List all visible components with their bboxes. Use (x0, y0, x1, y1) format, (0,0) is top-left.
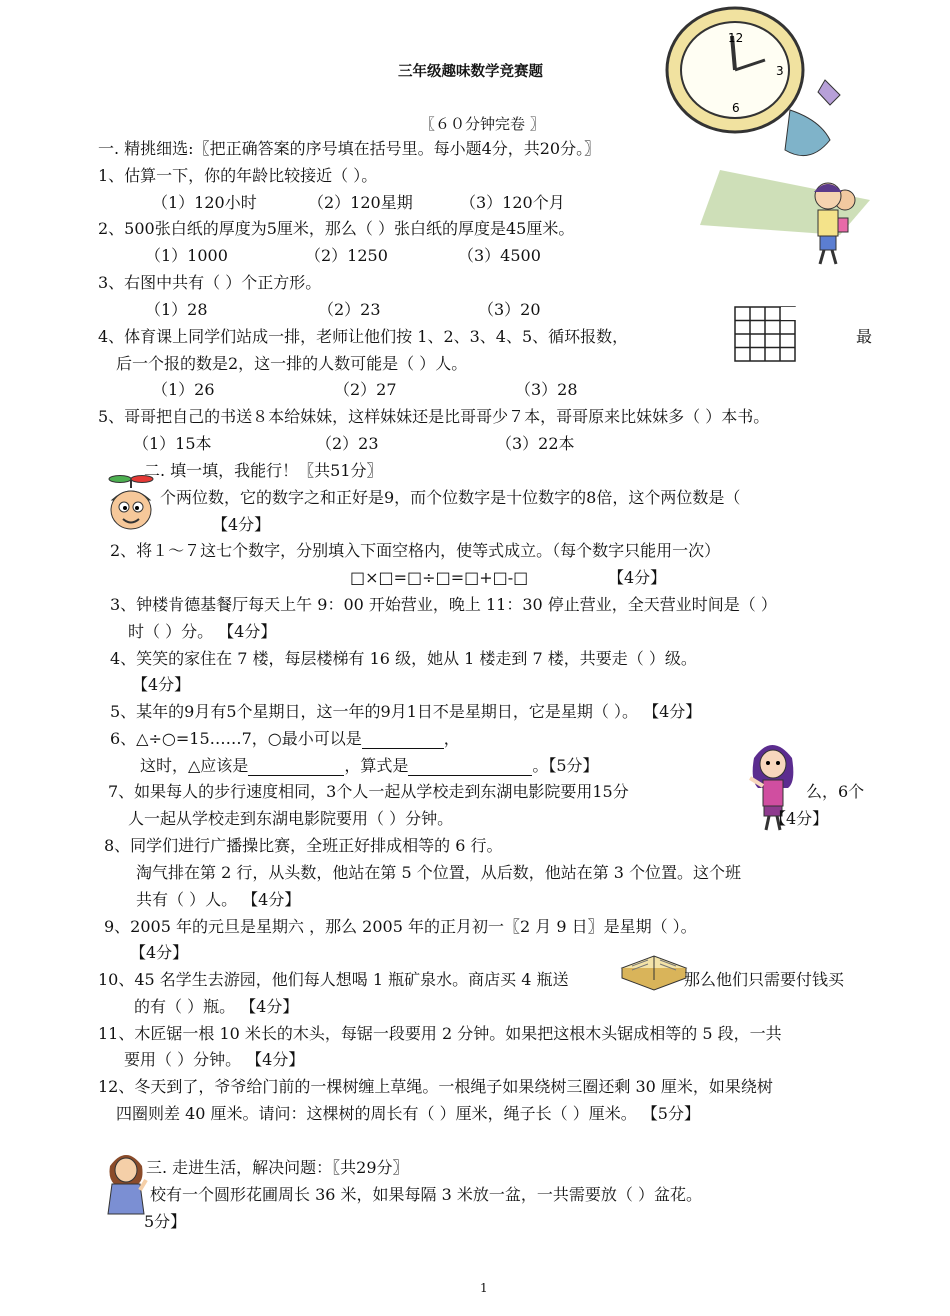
s2-q2-line1: 2、将１～７这七个数字，分别填入下面空格内，使等式成立。（每个数字只能用一次） (110, 541, 721, 560)
q1-option-2: （2）120星期 (308, 193, 413, 212)
page-number: 1 (480, 1281, 488, 1295)
q1-stem: 1、估算一下，你的年龄比较接近（ ）。 (98, 166, 378, 185)
s2-q7-line1a: 7、如果每人的步行速度相同，3个人一起从学校走到东湖电影院要用15分 (108, 782, 629, 801)
s2-q11-line1: 11、木匠锯一根 10 米长的木头，每锯一段要用 2 分钟。如果把这根木头锯成相等的 5 段，一共 (98, 1024, 782, 1043)
teacher-clipart (104, 1150, 148, 1216)
q1-option-1: （1）120小时 (152, 193, 257, 212)
s2-q3-line2: 时（ ）分。 【4分】 (128, 622, 277, 641)
q2-option-3: （3）4500 (458, 246, 541, 265)
q4-option-1: （1）26 (152, 380, 215, 399)
s2-q12-line1: 12、冬天到了，爷爷给门前的一棵树缠上草绳。一根绳子如果绕树三圈还剩 30 厘米，如果绕树 (98, 1077, 773, 1096)
q4-option-3: （3）28 (515, 380, 578, 399)
q3-stem: 3、右图中共有（ ）个正方形。 (98, 273, 322, 292)
s2-q12-line2: 四圈则差 40 厘米。请问：这棵树的周长有（ ）厘米，绳子长（ ）厘米。 【5分】 (116, 1104, 700, 1123)
s2-q8-line2: 淘气排在第 2 行，从头数，他站在第 5 个位置，从后数，他站在第 3 个位置。这个班 (136, 863, 742, 882)
s2-q6-part1: 6、△÷○=15……7，○最小可以是 (110, 729, 362, 748)
s3-q1-line1: 校有一个圆形花圃周长 36 米，如果每隔 3 米放一盆，一共需要放（ ）盆花。 (150, 1185, 702, 1204)
s2-q8-line1: 8、同学们进行广播操比赛，全班正好排成相等的 6 行。 (104, 836, 503, 855)
s2-q7-line2: 人一起从学校走到东湖电影院要用（ ）分钟。 (128, 809, 454, 828)
s3-q1-points: 5分】 (144, 1212, 187, 1231)
s2-q6-part2: ， (443, 729, 460, 748)
q4-stem-line2: 后一个报的数是2，这一排的人数可能是（ ）人。 (116, 354, 468, 373)
s2-q6-part4: ，算式是 (344, 756, 409, 775)
q4-option-2: （2）27 (334, 380, 397, 399)
q1-option-3: （3）120个月 (460, 193, 565, 212)
q4-stem: 4、体育课上同学们站成一排，老师让他们按 1、2、3、4、5、循环报数， (98, 327, 629, 346)
s2-q3-line1: 3、钟楼肯德基餐厅每天上午 9：00 开始营业，晚上 11：30 停止营业，全天营业时间是（ ） (110, 595, 777, 614)
s2-q2-equation: □×□=□÷□=□+□-□ (350, 568, 529, 587)
s2-q1-points: 【4分】 (212, 515, 271, 534)
answer-blank (408, 761, 532, 776)
svg-text:12: 12 (728, 31, 744, 45)
s2-q4-points: 【4分】 (132, 675, 191, 694)
time-limit: 〖６０分钟完卷 〗 (420, 115, 545, 133)
section2-heading: 二. 填一填，我能行！〖共51分〗 (144, 461, 383, 480)
q5-option-1: （1）15本 (133, 434, 212, 453)
section1-heading: 一. 精挑细选:〖把正确答案的序号填在括号里。每小题4分，共20分。〗 (98, 139, 601, 158)
s2-q6-line2 (140, 756, 599, 776)
q5-option-2: （2）23 (316, 434, 379, 453)
s2-q8-line3: 共有（ ）人。 【4分】 (136, 890, 301, 909)
s2-q2-points: 【4分】 (608, 568, 667, 587)
s2-q4-line1: 4、笑笑的家住在 7 楼，每层楼梯有 16 级，她从 1 楼走到 7 楼，共要走（ ）级。 (110, 649, 697, 668)
s2-q9-line1: 9、2005 年的元旦是星期六 ，那么 2005 年的正月初一〖2 月 9 日〗是星期（ ）。 (104, 917, 697, 936)
s2-q6-part3: 这时，△应该是 (140, 756, 249, 775)
s2-q10-line2: 的有（ ）瓶。 【4分】 (134, 997, 299, 1016)
q3-option-3: （3）20 (478, 300, 541, 319)
svg-text:3: 3 (776, 64, 784, 78)
s2-q10-line1b: 那么他们只需要付钱买 (684, 970, 845, 989)
answer-blank (248, 761, 344, 776)
q3-option-1: （1）28 (145, 300, 208, 319)
s2-q11-line2: 要用（ ）分钟。 【4分】 (124, 1050, 305, 1069)
page-title: 三年级趣味数学竞赛题 (398, 64, 543, 80)
boy-with-propeller-cap-clipart (104, 474, 158, 536)
open-book-clipart (618, 950, 690, 998)
s2-q7-line1b: 么，6个 (806, 782, 865, 801)
q4-stem-end: 最 (856, 327, 873, 346)
squares-grid-figure (734, 306, 796, 362)
answer-blank (362, 734, 444, 749)
s2-q5-line1: 5、某年的9月有5个星期日，这一年的9月1日不是星期日，它是星期（ ）。 【4分】 (110, 702, 702, 721)
q2-option-2: （2）1250 (305, 246, 388, 265)
s2-q1-line1: 个两位数，它的数字之和正好是9，而个位数字是十位数字的8倍，这个两位数是（ (160, 488, 741, 507)
svg-text:6: 6 (732, 101, 740, 115)
q5-stem: 5、哥哥把自己的书送８本给妹妹，这样妹妹还是比哥哥少７本，哥哥原来比妹妹多（ ）本书。 (98, 407, 770, 426)
q2-option-1: （1）1000 (145, 246, 228, 265)
s2-q7-points: 【4分】 (770, 809, 829, 828)
s2-q10-line1a: 10、45 名学生去游园，他们每人想喝 1 瓶矿泉水。商店买 4 瓶送 (98, 970, 569, 989)
q5-option-3: （3）22本 (496, 434, 575, 453)
s2-q6-line1 (110, 729, 460, 749)
q2-stem: 2、500张白纸的厚度为5厘米，那么（ ）张白纸的厚度是45厘米。 (98, 219, 575, 238)
girl-clipart (800, 178, 860, 268)
s2-q9-points: 【4分】 (130, 943, 189, 962)
q3-option-2: （2）23 (318, 300, 381, 319)
s2-q6-part5: 。【5分】 (532, 756, 599, 775)
section3-heading: 三. 走进生活，解决问题：〖共29分〗 (146, 1158, 409, 1177)
